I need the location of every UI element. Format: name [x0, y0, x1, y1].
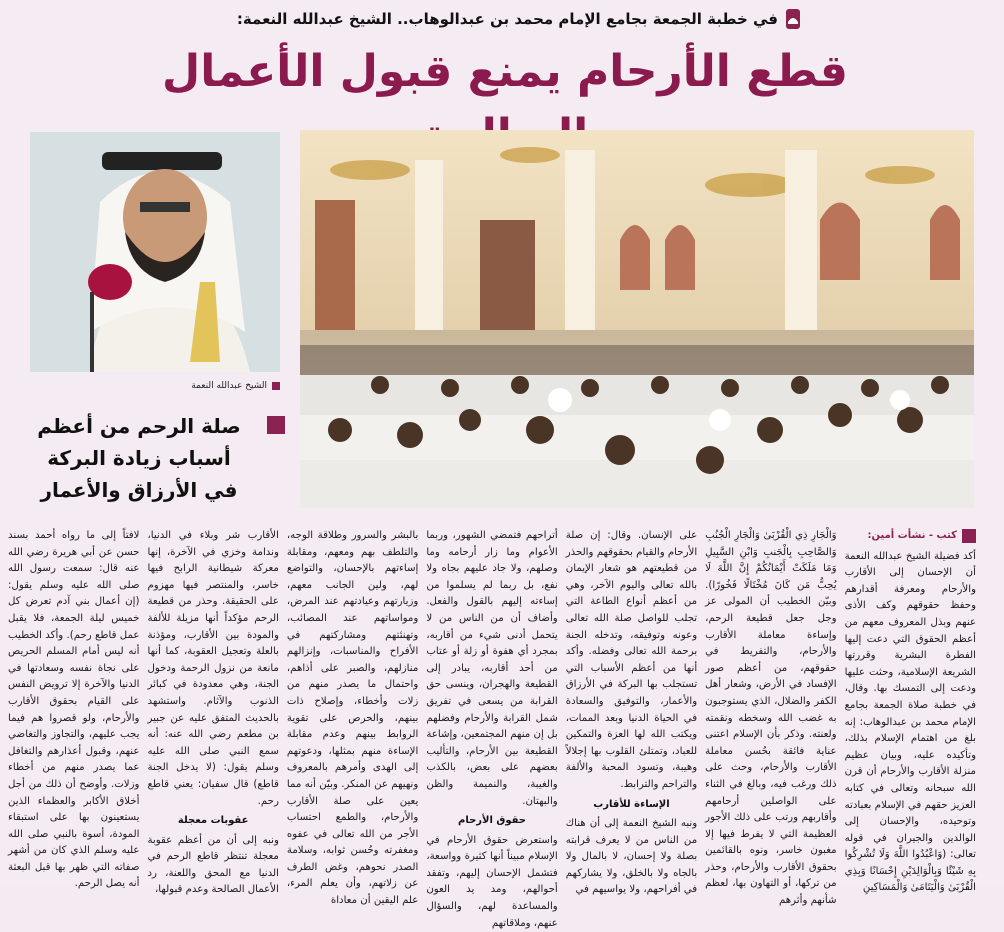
mosque-worshippers-photo — [300, 130, 974, 508]
pullquote-line: أسباب زيادة البركة — [47, 446, 231, 470]
subheading: عقوبات معجلة — [177, 815, 249, 827]
newspaper-logo-icon — [786, 9, 800, 29]
portrait-caption — [30, 378, 280, 394]
paragraph: بالبشر والسرور وطلاقة الوجه، والتلطف بهم ومعهم، ومقابلة إساءتهم بالإحسان، والتواضع لهم، ولين الجانب معهم، وزيارتهم وعيادتهم عند المرض، ومواساتهم عند المصائب، وتهنئتهم ومشاركتهم في الأفراح والمناسبات، وإنزالهم منازلهم، والصبر على أذاهم، واحتمال ما يصدر منهم من زلات وأخطاء، وإصلاح ذات بينهم، والحرص على تقوية الروابط بينهم وعدم مقابلة الإساءة منهم بمثلها، ودعوتهم إلى الهدى وأمرهم بالمعروف ونهيهم عن المنكر. وبيّن أنه مما يعين على صلة الأقارب والأرحام، والطمع احتساب الأجر من الله تعالى في عفوه ومغفرته وحُسن ثوابه، وسلامة الصدر نحوهم، وغض الطرف عن زلاتهم، وأن يعلم المرء، علم اليقين أن معاداة — [286, 530, 419, 907]
article-column-7 — [8, 528, 140, 890]
paragraph: على الإنسان. وقال: إن صلة الأرحام والقيام بحقوقهم والحذر من قطيعتهم هو شعار الإيمان بالله تعالى واليوم الآخر، وهي من أعظم أنواع الطاعة التي تجلب للواصل صلة الله تعالى وعونه وتوفيقه، وتدخله الجنة برحمة الله تعالى وفضله. وأكد أنها من أعظم الأسباب التي تستجلب بها البركة في الأرزاق والأعمار، والتوفيق والسعادة في الحياة الدنيا وبعد الممات، ويكتب الله لها العزة والتمكين للعباد، وتمتلئ القلوب بها إجلالاً وهيبة، وتسود المحبة والألفة والتراحم والترابط. — [565, 530, 698, 790]
paragraph: أكد فضيلة الشيخ عبدالله النعمة أن الإحسان إلى الأقارب والأرحام ومعرفة أقدارهم وحفظ حقوقهم وكف الأذى عنهم وبذل المعروف معهم من أعظم الحقوق التي دعت إليها الفطرة البشرية وقررتها الشريعة الإسلامية، وحثت عليها ودعت إلى التمسك بها. وقال، في خطبة صلاة الجمعة بجامع الإمام محمد بن عبدالوهاب: إنه بلغ من اهتمام الإسلام بذلك، وتأكيده عليه، وبيان عظيم منزلة الأقارب والأرحام أن قرن الله سبحانه وتعالى في كتابه العزيز حقهم في الإسلام بعبادته وتوحيده، والإحسان إلى الوالدين والجيران في قوله تعالى: (وَاعْبُدُوا اللَّهَ وَلَا تُشْرِكُوا بِهِ شَيْئًا وَبِالْوَالِدَيْنِ إِحْسَانًا وَبِذِي الْقُرْبَىٰ وَالْيَتَامَىٰ وَالْمَسَاكِينِ — [844, 550, 976, 894]
paragraph: لافتاً إلى ما رواه أحمد بسند حسن عن أبي هريرة رضي الله عنه قال: سمعت رسول الله صلى الله عليه وسلم يقول: (إن أعمال بني آدم تعرض كل خميس ليلة الجمعة، فلا يقبل عمل قاطع رحم). وأكد الخطيب أنه ليس أمام المسلم الحريص على نجاة نفسه وسعادتها في الدنيا والآخرة إلا ترويض النفس على القيام بحقوق الأقارب والأرحام، ولو قصروا هم فيما يجب عليهم، والتجاوز والتغاضي عنهم، وقبول أعذارهم والتغافل عما يصدر منهم من أخطاء وزلات. وأوضح أن ذلك من أجل أخلاق الأكابر والعظماء الذين يستعينون بها على استبقاء المودة، أسوة بالنبي صلى الله عليه وسلم الذي كان من أشهر صفاته التي ظهر بها قبل البعثة أنه يصل الرحم. — [8, 530, 140, 890]
article-column-2 — [705, 528, 837, 907]
caption-marker-icon — [272, 382, 280, 390]
paragraph: وَالْجَارِ ذِي الْقُرْبَىٰ وَالْجَارِ الْجُنُبِ وَالصَّاحِبِ بِالْجَنبِ وَابْنِ السَّبِيلِ وَمَا مَلَكَتْ أَيْمَانُكُمْ إِنَّ اللَّهَ لَا يُحِبُّ مَن كَانَ مُخْتَالًا فَخُورًا). وبيّن الخطيب أن المولى عز وجل جعل قطيعة الرحم، وإساءة معاملة الأقارب والأرحام، والتفريط في حقوقهم، من أعظم صور الإفساد في الأرض، وشعار أهل الكفر والضلال، الذي يستوجبون به غضب الله وسخطه ونقمته ولعنته. وذكر بأن الإسلام اعتنى عناية فائقة بحُسن معاملة الأقارب والأرحام، وحث على ذلك ورغب فيه، وبالغ في الثناء على الواصلين أرحامهم وأقاربهم ورتب على ذلك الأجور العظيمة التي لا يفرط فيها إلا مغبون خاسر، ونوه بالقائمين بحقوق الأقارب والأرحام، وحذر من تركها، أو التهاون بها، لعظم شأنهم وأثرهم — [705, 530, 837, 907]
subheading: حقوق الأرحام — [458, 815, 527, 827]
paragraph: أتراحهم فتمضي الشهور، وربما الأعوام وما زار أرحامه وما وصلهم، ولا جاد عليهم بجاه ولا نفع، بل ربما لم يسلموا من إساءته إليهم بالقول والفعل. وأضاف أن من الناس من لا يتحمل أدنى شيء من أقاربه، بمجرد أي هفوة أو زلة أو عتاب من أحد أقاربه، يبادر إلى القطيعة والهجران، وينسى حق القرابة من يسعى في تفريق شمل القرابة والأرحام وفضلهم بل إن منهم المجتمعين، وإشاعة القطيعة بين الأرحام، والتأليب بعضهم على بعض، بالكذب والغيبة، والنميمة والظن والبهتان. — [426, 530, 558, 807]
pullquote-text — [19, 410, 259, 506]
pullquote — [20, 410, 285, 514]
kicker — [236, 6, 800, 32]
paragraph: الأقارب شر وبلاء في الدنيا، وندامة وخزي في الآخرة، إنها معركة شيطانية الرابح فيها خاسر، والمنتصر فيها مهزوم على الحقيقة. وحذر من قطيعة الرحم مؤكداً أنها مزيلة للألفة والمودة بين الأقارب، ومؤذنة بالعلة وتعجيل العقوبة، كما أنها مانعة من نزول الرحمة ودخول الجنة، وهي معدودة في كبائر الذنوب والآثام. واستشهد بالحديث المتفق عليه عن جبير بن مطعم رضي الله عنه: أنه سمع النبي صلى الله عليه وسلم يقول: (لا يدخل الجنة قاطع) قال سفيان: يعني قاطع رحم. — [147, 530, 279, 807]
article-body — [8, 528, 976, 929]
article-column-6 — [147, 528, 279, 896]
portrait-caption-text: الشيخ عبدالله النعمة — [191, 381, 267, 391]
article-column-4 — [426, 528, 558, 929]
article-column-1 — [844, 528, 976, 894]
pullquote-line: في الأرزاق والأعمار — [40, 478, 238, 502]
kicker-text: في خطبة الجمعة بجامع الإمام محمد بن عبدالوهاب.. الشيخ عبدالله النعمة: — [236, 10, 778, 28]
pullquote-marker-icon — [267, 416, 285, 434]
pullquote-line: صلة الرحم من أعظم — [37, 414, 241, 438]
byline — [845, 528, 976, 545]
headline: قطع الأرحام يمنع قبول الأعمال — [162, 46, 848, 97]
sheikh-portrait-photo — [30, 132, 280, 372]
byline-marker-icon — [962, 529, 976, 543]
byline-text: كتب - نشأت أمين: — [867, 530, 957, 541]
article-column-5 — [286, 528, 419, 907]
paragraph: ونبه إلى أن من أعظم عقوبة معجلة تنتظر قاطع الرحم في الدنيا مع المحق واللعنة، رد الأعمال الصالحة وعدم قبولها، — [147, 834, 279, 896]
paragraph: واستعرض حقوق الأرحام في الإسلام مبيناً أنها كثيرة وواسعة، فتشمل الإحسان إليهم، وتفقد أحوالهم، ومد يد العون والمساعدة لهم، والسؤال عنهم، وملاقاتهم — [426, 834, 558, 929]
article-column-3 — [565, 528, 698, 896]
subheading: الإساءة للأقارب — [593, 798, 670, 810]
paragraph: ونبه الشيخ النعمة إلى أن هناك من الناس من لا يعرف قرابته بصلة ولا إحسان، لا بالمال ولا بالجاه ولا بالخلق، ولا يشاركهم في أفراحهم، ولا يواسيهم في — [565, 818, 698, 896]
